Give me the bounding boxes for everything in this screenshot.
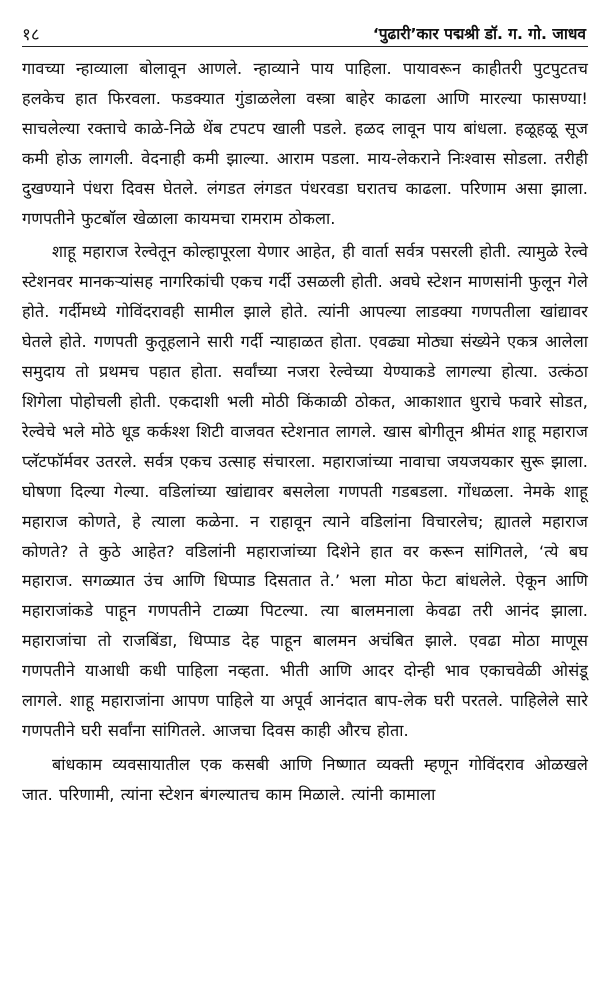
page-header <box>22 20 588 54</box>
running-title: ‘पुढारी’कार पद्मश्री डॉ. ग. गो. जाधव <box>372 25 586 43</box>
paragraph-3: बांधकाम व्यवसायातील एक कसबी आणि निष्णात व्यक्ती म्हणून गोविंदराव ओळखले जात. परिणामी, त्यांना स्टेशन बंगल्यातच काम मिळाले. त्यांनी कामाला <box>22 754 588 804</box>
paragraph-1: गावच्या न्हाव्याला बोलावून आणले. न्हाव्याने पाय पाहिला. पायावरून काहीतरी पुटपुटतच हलकेच हात फिरवला. फडक्यात गुंडाळलेला वस्त्रा बाहेर काढला आणि मारल्या फासण्या! साचलेल्या रक्ताचे काळे-निळे थेंब टपटप खाली पडले. हळद लावून पाय बांधला. हळूहळू सूज कमी होऊ लागली. वेदनाही कमी झाल्या. आराम पडला. माय-लेकराने निःश्वास सोडला. तरीही दुखण्याने पंधरा दिवस घेतले. लंगडत लंगडत पंधरवडा घरातच काढला. परिणाम असा झाला. गणपतीने फुटबॉल खेळाला कायमचा रामराम ठोकला. <box>22 59 588 228</box>
page-number: १८ <box>22 25 40 45</box>
header-rule <box>22 46 588 47</box>
paragraph-2: शाहू महाराज रेल्वेतून कोल्हापूरला येणार आहेत, ही वार्ता सर्वत्र पसरली होती. त्यामुळे रेल्वे स्टेशनवर मानकऱ्यांसह नागरिकांची एकच गर्दी उसळली होती. अवघे स्टेशन माणसांनी फुलून गेले होते. गर्दीमध्ये गोविंदरावही सामील झाले होते. त्यांनी आपल्या लाडक्या गणपतीला खांद्यावर घेतले होते. गणपती कुतूहलाने सारी गर्दी न्याहाळत होता. एवढ्या मोठ्या संख्येने एकत्र आलेला समुदाय तो प्रथमच पहात होता. सर्वांच्या नजरा रेल्वेच्या येण्याकडे लागल्या होत्या. उत्कंठा शिगेला पोहोचली होती. एकदाशी भली मोठी किंकाळी ठोकत, आकाशात धुराचे फवारे सोडत, रेल्वेचे भले मोठे धूड कर्कश्श शिटी वाजवत स्टेशनात लागले. खास बोगीतून श्रीमंत शाहू महाराज प्लॅटफॉर्मवर उतरले. सर्वत्र एकच उत्साह संचारला. महाराजांच्या नावाचा जयजयकार सुरू झाला. घोषणा दिल्या गेल्या. वडिलांच्या खांद्यावर बसलेला गणपती गडबडला. गोंधळला. नेमके शाहू महाराज कोणते, हे त्याला कळेना. न राहावून त्याने वडिलांना विचारलेच; ह्यातले महाराज कोणते? ते कुठे आहेत? वडिलांनी महाराजांच्या दिशेने हात वर करून सांगितले, ‘त्ये बघ महाराज. सगळ्यात उंच आणि धिप्पाड दिसतात ते.’ भला मोठा फेटा बांधलेले. ऐकून आणि महाराजांकडे पाहून गणपतीने टाळ्या पिटल्या. त्या बालमनाला केवढा तरी आनंद झाला. महाराजांचा तो राजबिंडा, धिप्पाड देह पाहून बालमन अचंबित झाले. एवढा मोठा माणूस गणपतीने याआधी कधी पाहिला नव्हता. भीती आणि आदर दोन्ही भाव एकाचवेळी ओसंडू लागले. शाहू महाराजांना आपण पाहिले या अपूर्व आनंदात बाप-लेक घरी परतले. पाहिलेले सारे गणपतीने घरी सर्वांना सांगितले. आजचा दिवस काही औरच होता. <box>22 242 588 740</box>
